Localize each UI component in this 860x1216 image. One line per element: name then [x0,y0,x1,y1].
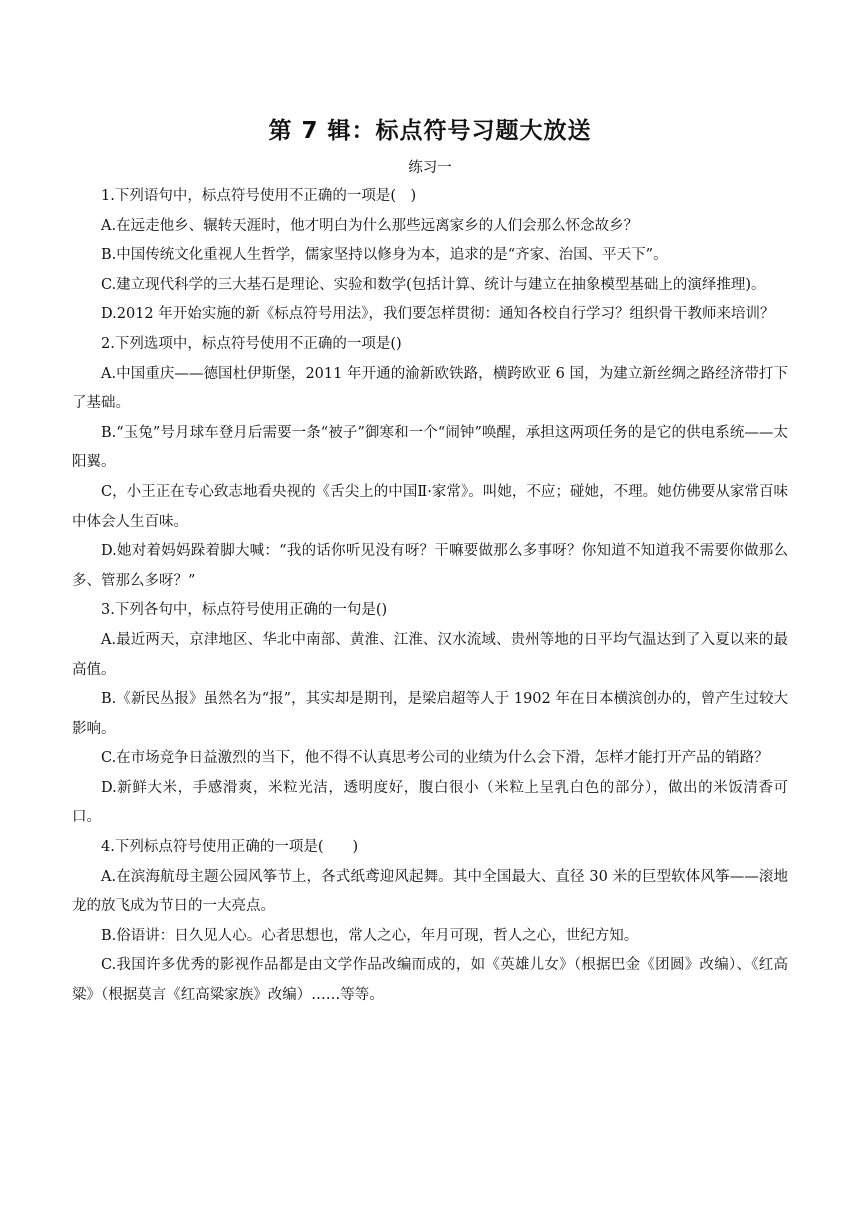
question-option: C.建立现代科学的三大基石是理论、实验和数学(包括计算、统计与建立在抽象模型基础上的演绎推理)。 [101,276,766,293]
question-option: C.我国许多优秀的影视作品都是由文学作品改编而成的，如《英雄儿女》（根据巴金《团圆》改编）、《红高粱》（根据莫言《红高粱家族》改编）……等等。 [72,957,788,1004]
question-option: B.“玉兔”号月球车登月后需要一条“被子”御寒和一个“闹钟”唤醒，承担这两项任务的是它的供电系统——太阳翼。 [72,424,788,471]
question-option: B.俗语讲：日久见人心。心者思想也，常人之心，年月可现，哲人之心，世纪方知。 [101,927,639,944]
page-title: 第 7 辑：标点符号习题大放送 [268,118,592,144]
question-option: D.2012 年开始实施的新《标点符号用法》，我们要怎样贯彻：通知各校自行学习？组织骨干教师来培训？ [101,306,775,323]
question-option: D.新鲜大米，手感滑爽，米粒光洁，透明度好，腹白很小（米粒上呈乳白色的部分），做出的米饭清香可口。 [72,779,788,826]
exercise-subtitle: 练习一 [408,160,452,176]
question-option: D.她对着妈妈跺着脚大喊：“我的话你听见没有呀？干嘛要做那么多事呀？你知道不知道我不需要你做那么多、管那么多呀？” [72,543,788,589]
question-option: C，小王正在专心致志地看央视的《舌尖上的中国Ⅱ·家常》。叫她，不应；碰她，不理。她仿佛要从家常百味中体会人生百味。 [72,483,788,530]
question-stem: 4.下列标点符号使用正确的一项是( ) [101,839,359,856]
question-option: A.在远走他乡、辗转天涯时，他才明白为什么那些远离家乡的人们会那么怀念故乡？ [101,217,639,234]
question-stem: 2.下列选项中，标点符号使用不正确的一项是() [101,335,402,352]
question-option: A.中国重庆——德国杜伊斯堡，2011 年开通的渝新欧铁路，横跨欧亚 6 国，为建立新丝绸之路经济带打下了基础。 [72,365,788,412]
question-option: C.在市场竞争日益激烈的当下，他不得不认真思考公司的业绩为什么会下滑，怎样才能打开产品的销路？ [101,750,769,767]
question-stem: 1.下列语句中，标点符号使用不正确的一项是( ) [101,188,417,204]
question-option: A.在滨海航母主题公园风筝节上，各式纸鸢迎风起舞。其中全国最大、直径 30 米的巨型软体风筝——滚地龙的放飞成为节日的一大亮点。 [72,868,788,915]
questions-body [72,182,788,1011]
question-option: A.最近两天，京津地区、华北中南部、黄淮、江淮、汉水流域、贵州等地的日平均气温达到了入夏以来的最高值。 [72,631,788,678]
question-option: B.《新民丛报》虽然名为“报”，其实却是期刊，是梁启超等人于 1902 年在日本横滨创办的，曾产生过较大影响。 [72,691,788,737]
question-stem: 3.下列各句中，标点符号使用正确的一句是() [101,602,388,619]
question-option: B.中国传统文化重视人生哲学，儒家坚持以修身为本，追求的是“齐家、治国、平天下”。 [101,247,668,264]
